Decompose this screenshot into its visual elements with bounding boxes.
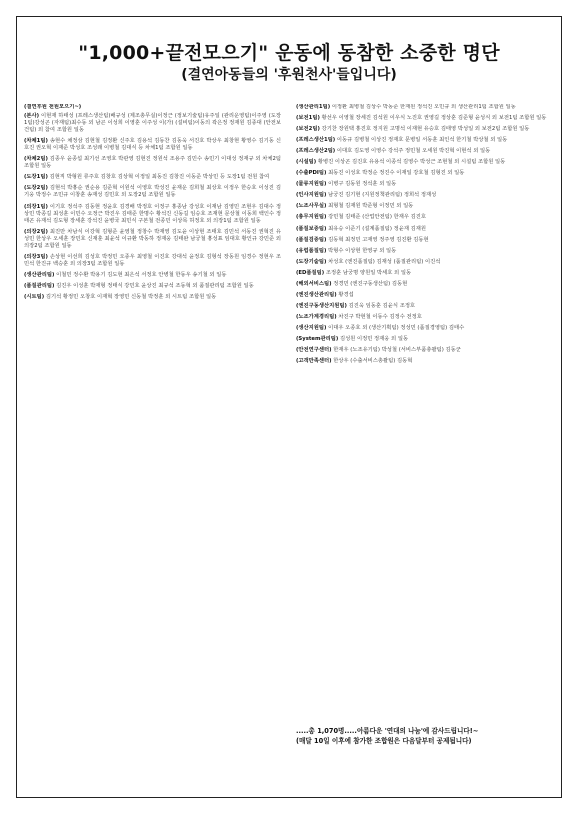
section-names: 최진만 차남식 이강혁 김형준 윤영철 정창수 박재영 김도윤 이상현 조태호 김민석 서동진 권혁진 유성민 한상우 오세훈 장민호 신재훈 최윤석 이규환 박동하 정재웅 김태완 남궁철 홍성표 임대호 황인규 강민준 외 의장2팀 조합원 일동 — [24, 228, 281, 249]
section-heading: (도장2팀) — [24, 185, 48, 192]
name-list-section — [296, 104, 553, 111]
section-names: 차진구 박현철 이동수 김정수 전정호 — [338, 313, 422, 320]
name-list-section — [296, 347, 553, 354]
right-column — [296, 104, 553, 774]
section-names: 한상우 (수출서비스총괄팀) 김동혁 — [333, 358, 413, 365]
section-heading: (차체2팀) — [24, 156, 48, 163]
section-names: 이철민 정수환 박용기 김도현 최은석 서정호 안병철 한동우 송기철 외 일동 — [56, 271, 227, 278]
section-names: 이정환 최병철 김상수 박동준 한재원 정석진 오민규 외 생산관리1팀 조합원 일동 — [331, 104, 516, 110]
name-list-section — [296, 281, 553, 288]
name-list-section — [24, 283, 281, 290]
section-names: 김동혁 최정민 고재영 정주영 김진환 김동현 — [328, 236, 429, 243]
name-list-section — [296, 259, 553, 266]
section-names: 남궁진 김기현 (지원정책관리팀) 정희석 정재성 — [328, 192, 437, 199]
name-list-section — [24, 174, 281, 181]
right-sections — [296, 104, 553, 365]
closing-note — [296, 726, 553, 746]
left-column — [24, 104, 281, 774]
name-list-section — [296, 358, 553, 365]
section-names: 김진욱 임동훈 김윤식 조정호 — [348, 302, 416, 309]
name-list-section — [24, 294, 281, 301]
section-names: 최형철 김재원 박준형 이정민 외 일동 — [328, 203, 414, 210]
name-list-section — [296, 148, 553, 155]
closing-total: .....총 1,070명.....아름다운 '연대의 나눔'에 감사드립니다!~ — [296, 727, 479, 735]
name-list-section — [296, 292, 553, 299]
section-names: 김종우 윤종섭 최기선 조영호 박관영 김현진 정원석 조용주 김민수 송민기 이대성 정재규 외 차체2팀 조합원 일동 — [24, 156, 281, 170]
section-heading: (도장기술팀) — [296, 258, 327, 265]
name-list-section — [24, 138, 281, 152]
closing-notice: (매달 10일 이후에 참가한 조합원은 다음달부터 공제됩니다) — [296, 737, 472, 745]
section-heading: (생산관리1팀) — [296, 104, 331, 110]
name-list-section — [296, 159, 553, 166]
section-heading: (노조사무실) — [296, 203, 327, 210]
section-names: 박형수 이상현 한영규 외 일동 — [328, 247, 397, 254]
section-names: 황경섭 — [338, 291, 354, 298]
section-heading: (보전2팀) — [296, 126, 320, 133]
section-names: 강민철 김태준 (산업안전팀) 한재우 김진호 — [328, 214, 426, 221]
section-names: 김기석 황정민 오창호 이재혁 장영민 신동철 박정훈 외 시트팀 조합원 일동 — [45, 293, 217, 300]
name-list-section — [296, 115, 553, 122]
section-heading: (의장3팀) — [24, 253, 48, 260]
section-names: 이동규 김병철 이상진 정재호 문병일 서동훈 최인석 한기철 박상철 외 일동 — [336, 137, 508, 144]
section-names: 김현석 박홍순 권순용 김준혁 이원석 이영호 박성진 윤재운 김희철 최상호 이정우 한승호 이성진 김기웅 박정수 조민규 이창훈 송재성 김민호 외 도장2팀 조합원 일동 — [24, 185, 281, 199]
section-heading: (의장2팀) — [24, 228, 48, 235]
section-heading: (안전연구센터) — [296, 347, 332, 354]
name-list-section — [24, 229, 281, 250]
section-names: 차성호 (엔진품질팀) 김재성 (품질관리팀) 이진석 — [328, 258, 441, 265]
section-heading: (시트팀) — [24, 293, 45, 300]
name-list-section — [24, 272, 281, 279]
section-heading: (엔진생산관리팀) — [296, 291, 337, 298]
name-list-section — [296, 248, 553, 255]
name-list-section — [296, 137, 553, 144]
section-heading: (의장1팀) — [24, 203, 48, 210]
name-list-section — [24, 254, 281, 268]
section-names: 이대우 오종호 외 (생산기획팀) 정성민 (품질경영팀) 김태수 — [328, 324, 465, 331]
name-list-section — [24, 185, 281, 199]
section-heading: (차체1팀) — [24, 138, 48, 145]
section-heading: (보전1팀) — [296, 115, 320, 122]
section-heading: (물류지원팀) — [296, 181, 327, 188]
section-heading: (품질보증팀) — [296, 225, 327, 232]
section-heading: (유럽품질팀) — [296, 247, 327, 254]
section-names: 이대호 김도영 이영수 강석주 정민철 오세원 박진혁 이현석 외 일동 — [336, 148, 491, 155]
name-list-section — [296, 126, 553, 133]
name-list-section — [24, 156, 281, 170]
section-names: 한재우 (노조유기팀) 박성철 (서비스부품총괄팀) 김동군 — [333, 347, 461, 354]
name-list-section — [296, 181, 553, 188]
section-heading: (도장1팀) — [24, 174, 48, 181]
section-names: 이병구 김동원 정석훈 외 일동 — [328, 181, 397, 188]
left-sections — [24, 113, 281, 301]
section-names: 정경민 (엔진구동생산팀) 김동현 — [333, 280, 408, 287]
section-heading: (생산관리팀) — [24, 271, 55, 278]
section-heading: (해외서비스팀) — [296, 280, 332, 287]
section-heading: (수출PDI팀) — [296, 170, 327, 177]
section-heading: (노조가계경리팀) — [296, 313, 337, 320]
page-title: "1,000+끝전모으기" 운동에 동참한 소중한 명단 — [78, 42, 500, 64]
name-list-section — [296, 203, 553, 210]
section-names: 이현재 하태성 (프레스생산팀)배규성 (제조총무실)이정근 (정보기술팀)유주일 (관리운영팀)이주영 (도장1팀)강성곤 (자재팀)최수동 외 남곤 이성희 이영훈 이주성 이(가) (설비팀)이동의 곽은정 정재원 김종대 (안전보건팀) 외 참여 조합원 일동 — [24, 113, 281, 134]
name-list-section — [296, 214, 553, 221]
name-list-section — [296, 325, 553, 332]
name-list-section — [296, 170, 553, 177]
name-list-section — [24, 113, 281, 134]
section-heading: (총무지원팀) — [296, 214, 327, 221]
name-list-section — [296, 270, 553, 277]
left-column-lead: (결연후원 천원모으기~) — [24, 104, 82, 110]
section-names: 손상현 이선희 김성호 박정민 오종우 최영철 이진호 강대석 윤정호 김형석 장동원 임경수 정현우 조민석 한진규 백승훈 외 의장3팀 조합원 일동 — [24, 253, 281, 267]
section-names: 김성원 이정민 정재웅 외 일동 — [339, 335, 409, 342]
section-heading: (생산지원팀) — [296, 324, 327, 331]
section-heading: (프레스생산2팀) — [296, 148, 336, 155]
section-names: 김현직 박형원 류주호 김창호 김상혁 이정일 최동진 김창진 이동준 박상민 등 도장1팀 전원 참여 — [49, 174, 270, 181]
section-names: 최유승 이준기 (설계품질팀) 정윤재 김재원 — [328, 225, 426, 232]
section-names: 최동진 이성호 박정순 정진수 이재일 강호철 김형진 외 일동 — [328, 170, 465, 177]
section-heading: (인사지원팀) — [296, 192, 327, 199]
section-names: 조정훈 남궁명 양원일 박세호 외 일동 — [325, 269, 412, 276]
section-heading: (System관리팀) — [296, 335, 339, 342]
section-heading: (품질검증팀) — [296, 236, 327, 243]
section-heading: (엔진구동생산지원팀) — [296, 302, 347, 309]
section-names: 황선우 이영철 장세진 김석원 이우식 노진호 권영길 정상훈 김준형 윤성식 외 보전1팀 조합원 일동 — [321, 115, 547, 122]
name-list-section — [296, 336, 553, 343]
section-heading: (본사) — [24, 113, 40, 120]
name-list-section — [296, 303, 553, 310]
section-names: 강기찬 장원택 홍진호 정지원 고명석 이재현 유승호 김태영 박성일 외 보전2팀 조합원 일동 — [321, 126, 530, 133]
name-list-section — [24, 204, 281, 225]
section-names: 송현수 채정삼 김현철 김정환 신주호 김용석 김동찬 김동욱 서진호 박상우 최창현 황영수 김기동 신호진 권오혁 이재준 박성호 조성래 이병철 김대식 등 차체1팀 조합원 일동 — [24, 138, 281, 152]
name-list-section — [296, 237, 553, 244]
section-heading: (고객만족센터) — [296, 358, 332, 365]
section-names: 김진우 이성훈 박재형 정태식 강민호 윤상진 최규석 조동혁 외 품질관리팀 조합원 일동 — [56, 282, 254, 289]
name-list-section — [296, 314, 553, 321]
page-subtitle: (결연아동들의 '후원천사'들입니다) — [181, 67, 397, 83]
section-heading: (프레스생산1팀) — [296, 137, 336, 144]
section-names: 이기호 정석주 김동현 정윤호 김경배 박정호 이정구 홍종남 강성호 이재남 김영민 조현우 김대수 정상민 박종길 최성훈 이민수 오정근 박진우 김태준 한명수 황석진 신동길 임승호 조재현 문상철 이동희 백인수 정태곤 유재석 김도형 장세훈 강석진 윤병국 최민식 구본철 전종민 이상목 허정호 외 의장1팀 조합원 일동 — [24, 203, 281, 224]
section-names: 황병진 이상곤 김진호 유용석 이종석 김영수 박성근 조현철 외 시설팀 조합원 일동 — [317, 159, 506, 166]
name-list-section — [296, 226, 553, 233]
name-list-section — [296, 192, 553, 199]
section-heading: (품질관리팀) — [24, 282, 55, 289]
section-heading: (시설팀) — [296, 159, 317, 166]
section-heading: (ED품질팀) — [296, 269, 325, 276]
